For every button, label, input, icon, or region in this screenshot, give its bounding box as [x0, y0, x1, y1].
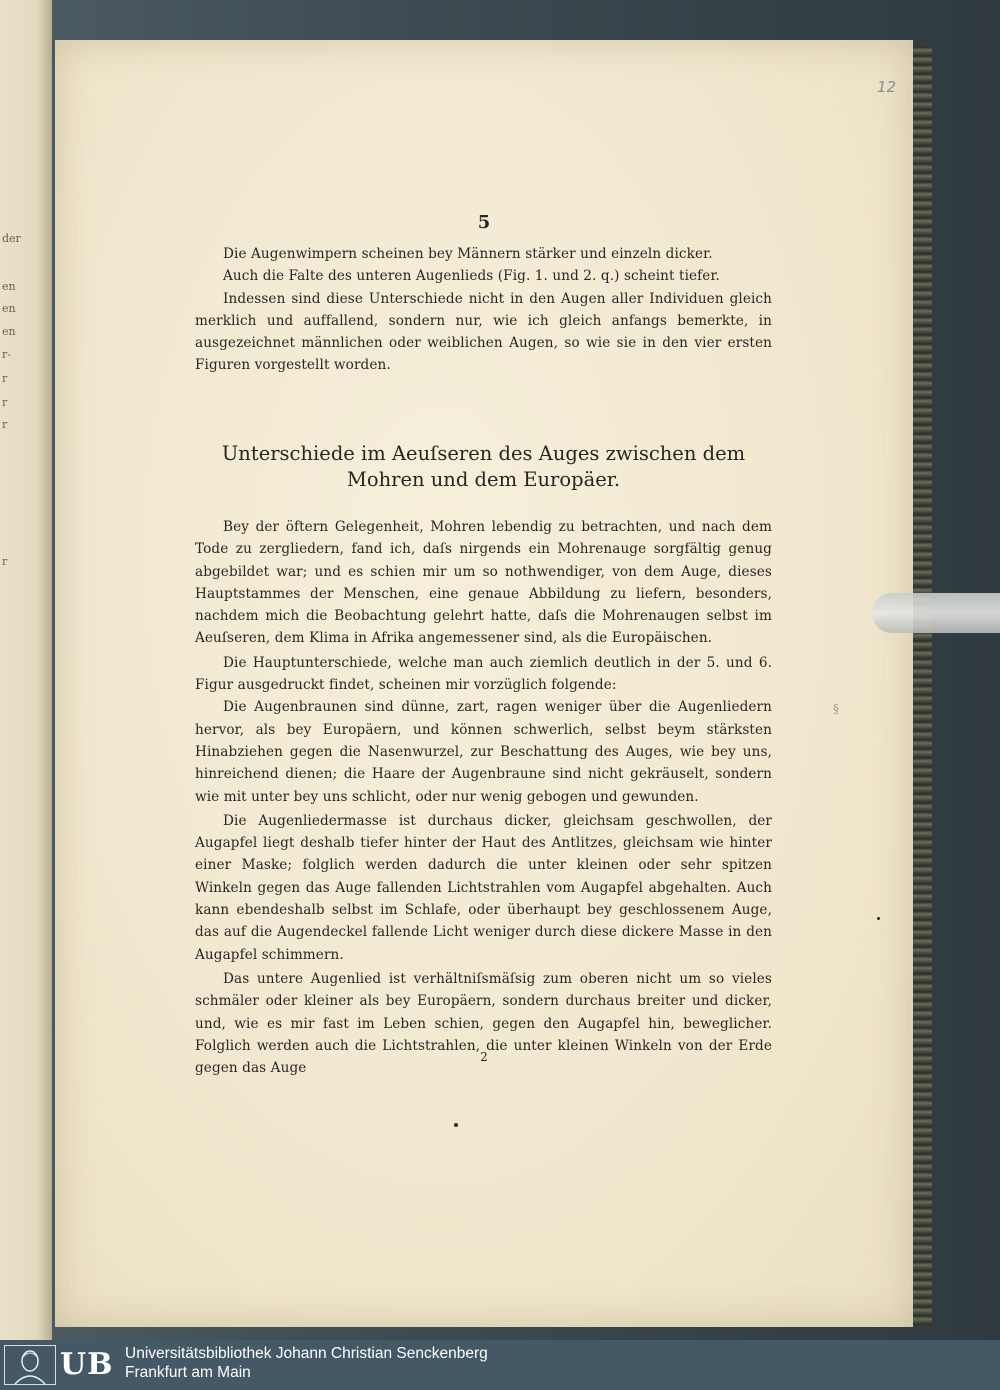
paragraph: Indessen sind diese Unterschiede nicht in den Augen aller Individuen gleich merklich und auffallend, sondern nur, wie ich gleich anfangs bemerkte, in ausgezeichnet männlichen oder weiblichen Augen, so wie sie in den vier ersten Figuren vorgestellt worden.: [195, 290, 772, 374]
left-page-fragment: r: [2, 555, 8, 568]
library-name: Universitätsbibliothek Johann Christian Senckenberg: [125, 1345, 488, 1362]
left-page-fragment: r: [2, 396, 8, 409]
section-heading: [195, 441, 772, 493]
library-footer: [0, 1340, 1000, 1390]
paragraph: Die Augenliedermasse ist durchaus dicker, gleichsam geschwollen, der Augapfel liegt deshalb tiefer hinter der Haut des Antlitzes, gleichsam wie hinter einer Maske; folglich werden dadurch die unter kleinen oder sehr spitzen Winkeln gegen das Auge fallenden Lichtstrahlen vom Augapfel abgehalten. Auch kann ebendeshalb selbst im Schlafe, oder überhaupt bey geschlossenem Auge, das auf die Augendeckel fallende Licht weniger durch diese dickere Masse in den Augapfel schimmern.: [195, 812, 772, 963]
left-page-fragment: der: [2, 232, 21, 245]
paragraph: Auch die Falte des unteren Augenlieds (Fig. 1. und 2. q.) scheint tiefer.: [223, 268, 720, 285]
left-page-fragment: en: [2, 302, 16, 315]
paragraph: Bey der öftern Gelegenheit, Mohren lebendig zu betrachten, und nach dem Tode zu zergliedern, fand ich, daſs nirgends ein Mohrenauge sorgfältig genug abgebildet war; und es schien mir um so nothwendiger, von dem Auge, dieses Hauptstammes der Menschen, eine genaue Abbildung zu liefern, besonders, nachdem mich die Beobachtung gelehrt hatte, daſs die Mohrenaugen selbst im Aeuſseren, dem Klima in Afrika angemessener sind, als die Europäischen.: [195, 519, 772, 647]
left-page-fragment: r: [2, 372, 8, 385]
sheet-signature: 2: [480, 1050, 488, 1064]
heading-line-1: Unterschiede im Aeuſseren des Auges zwischen dem: [221, 442, 746, 465]
pencil-mark-icon: §: [833, 702, 839, 716]
text-block-main: [195, 516, 772, 1079]
library-logo[interactable]: [4, 1345, 116, 1385]
ink-speck: [454, 1123, 458, 1127]
paragraph: Die Hauptunterschiede, welche man auch ziemlich deutlich in der 5. und 6. Figur ausgedruckt findet, scheinen mir vorzüglich folgende:: [195, 654, 772, 694]
paragraph: Die Augenbraunen sind dünne, zart, ragen weniger über die Augenliedern hervor, als bey Europäern, und können schwerlich, selbst beym stärksten Hinabziehen gegen die Nasenwurzel, zur Beschattung des Auges, wie bey uns, hinreichend dienen; die Haare der Augenbraune sind nicht gekräuselt, sondern wie mit unter bey uns schlicht, oder nur wenig gebogen und gewunden.: [195, 699, 772, 805]
paragraph: Die Augenwimpern scheinen bey Männern stärker und einzeln dicker.: [223, 246, 713, 262]
heading-line-2: Mohren und dem Europäer.: [346, 468, 621, 491]
bookmark-tab: [872, 593, 1000, 633]
left-page-fragment: r: [2, 418, 8, 431]
book-page: [55, 40, 913, 1327]
left-page-fragment: r-: [2, 348, 11, 361]
left-page-fragment: en: [2, 325, 16, 338]
portrait-icon: [4, 1345, 56, 1385]
ink-speck: [877, 917, 880, 920]
logo-text: UB: [60, 1347, 114, 1382]
library-location: Frankfurt am Main: [125, 1364, 251, 1381]
paragraph: Das untere Augenlied ist verhältniſsmäſsig zum oberen nicht um so vieles schmäler oder kleiner als bey Europäern, sondern durchaus breiter und dicker, und, wie es mir fast im Leben schien, gegen den Augapfel hin, beweglicher. Folglich werden auch die Lichtstrahlen, die unter kleinen Winkeln von der Erde gegen das Auge: [195, 970, 772, 1077]
pencil-folio-number: 12: [877, 78, 897, 96]
left-page-edge: [0, 0, 52, 1340]
left-page-fragment: en: [2, 280, 16, 293]
page-number: 5: [477, 212, 491, 233]
text-block-top: [195, 243, 772, 377]
